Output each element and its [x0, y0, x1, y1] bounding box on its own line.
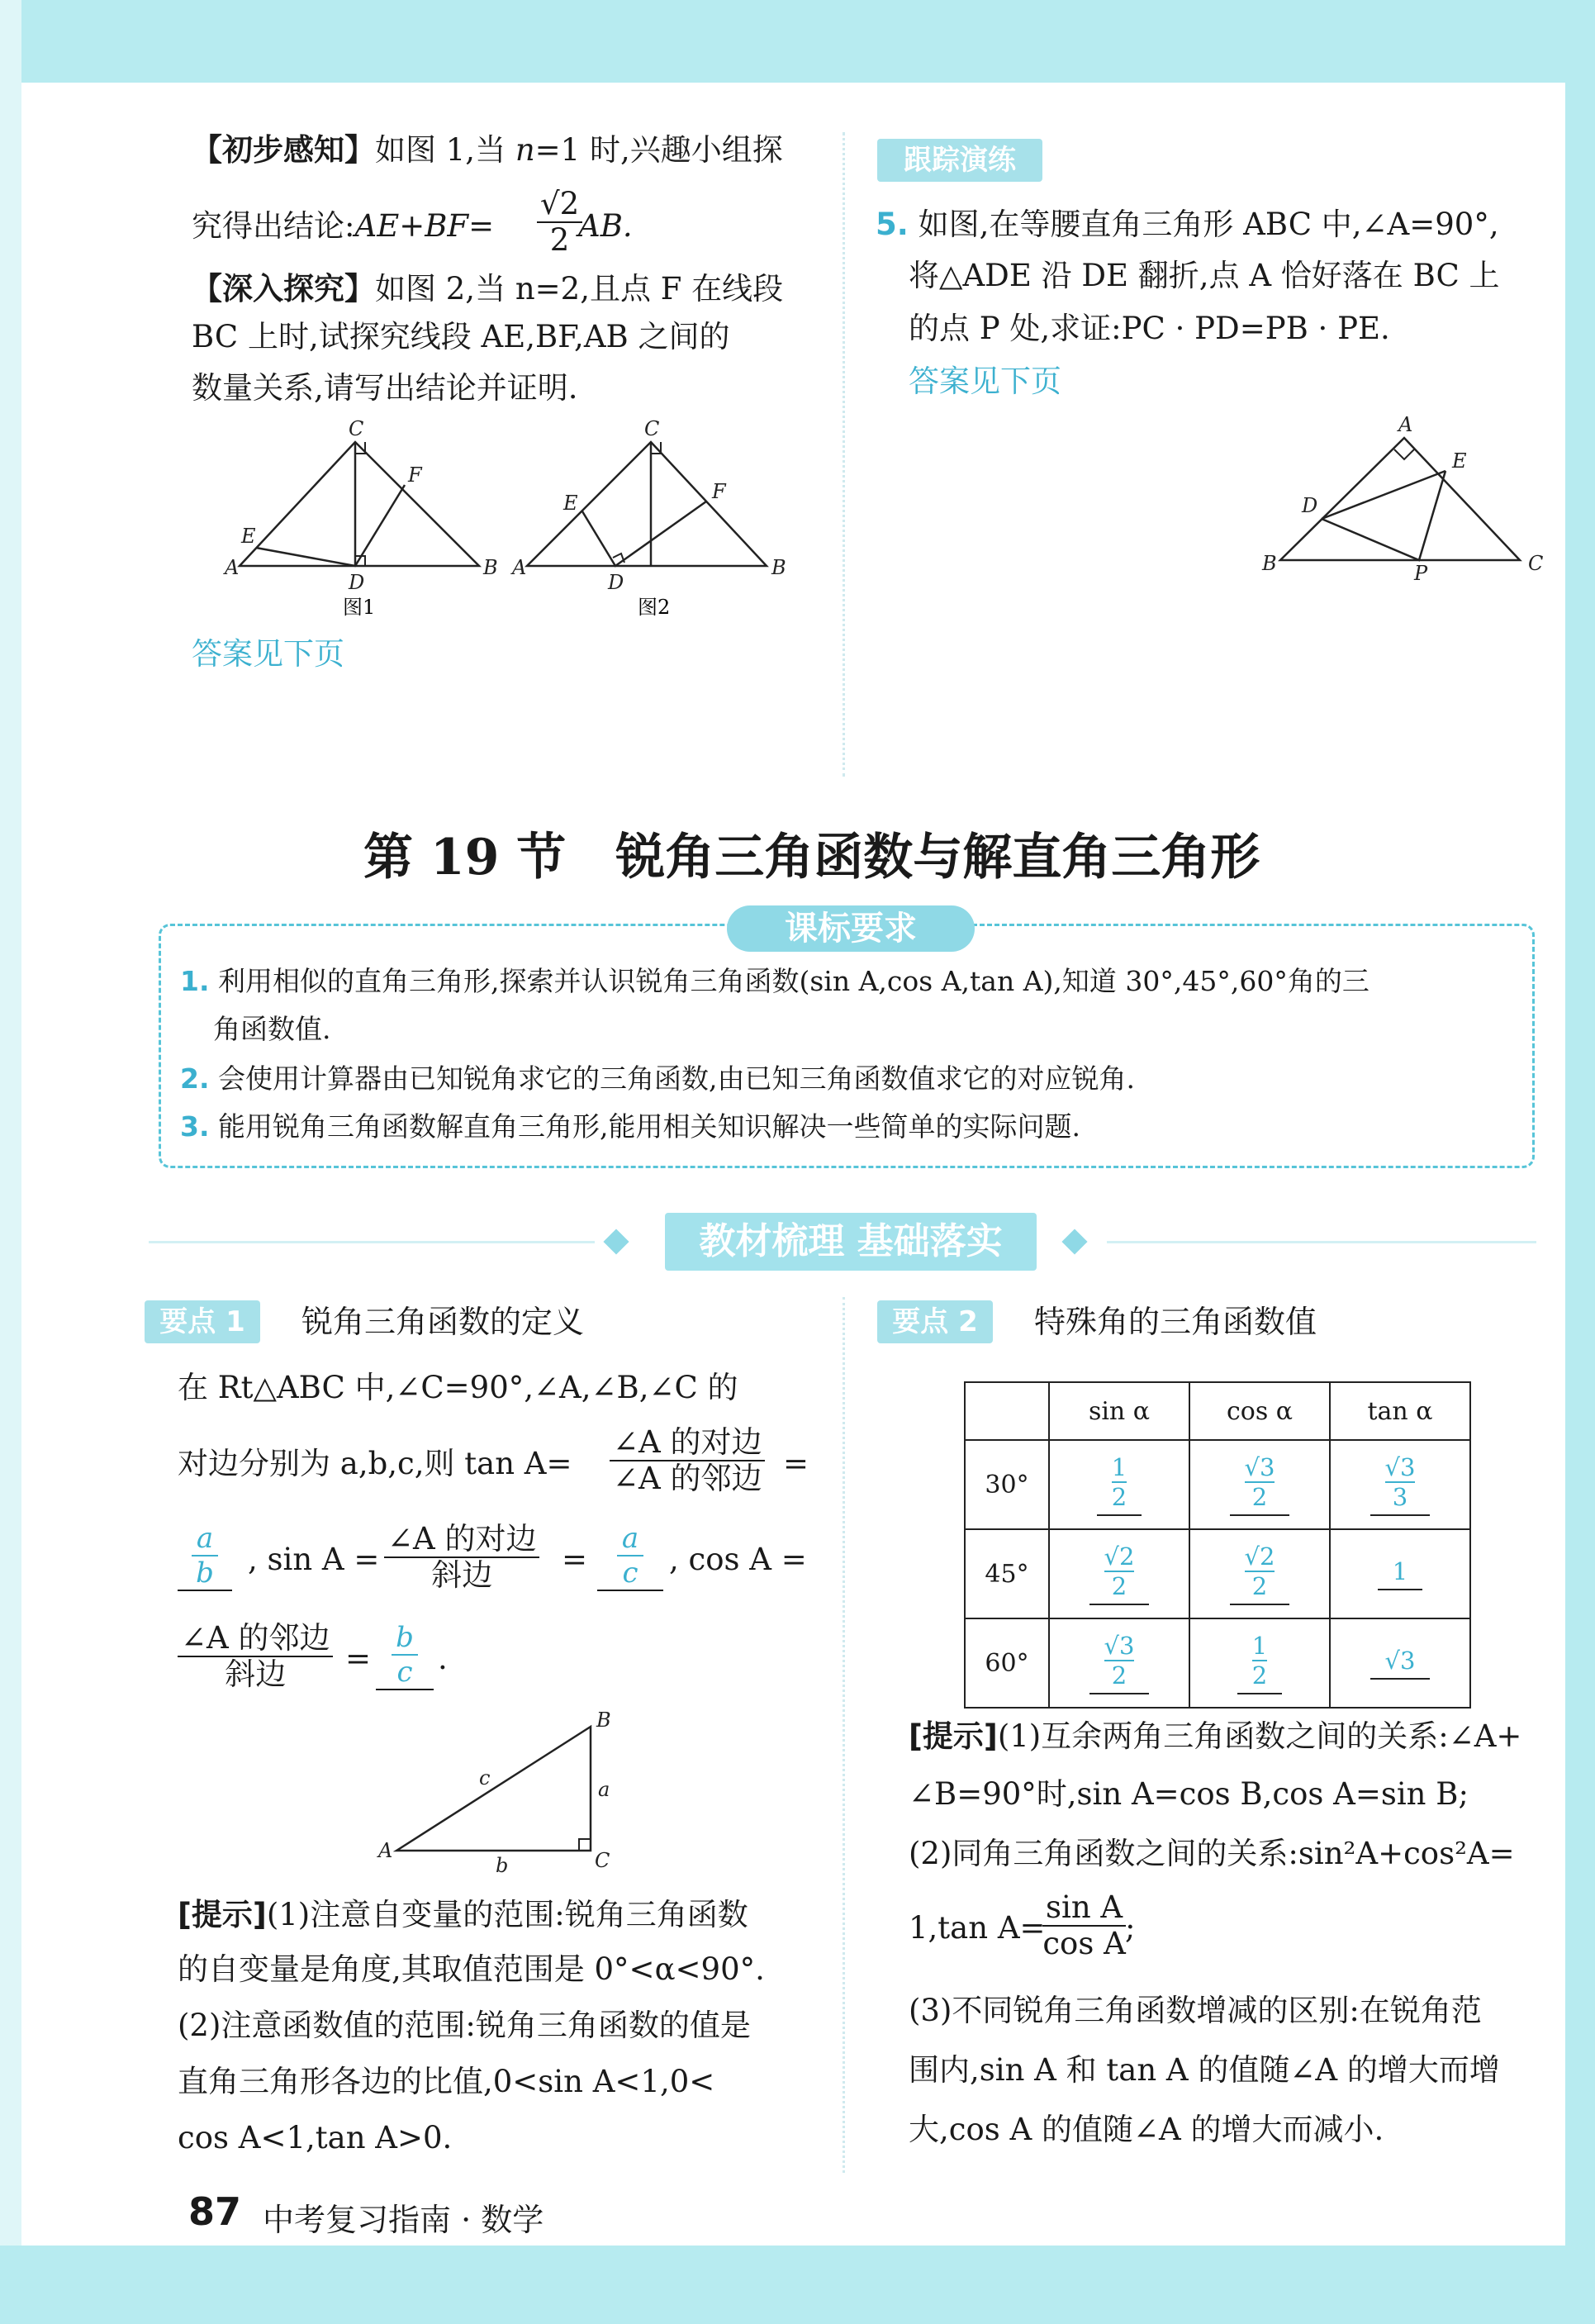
figures-1-2: [206, 417, 801, 628]
figure-exercise-5: [1247, 413, 1553, 587]
problem-line-2: 究得出结论:AE+BF=: [192, 208, 495, 244]
table-header-row: [965, 1382, 1470, 1440]
section-banner: 教材梳理 基础落实: [665, 1213, 1037, 1271]
column-divider-bottom: [843, 1297, 845, 2173]
page-number: 87: [188, 2189, 242, 2234]
fig1-label-e: E: [241, 525, 256, 548]
point1-hint-line-4: 直角三角形各边的比值,0<sin A<1,0<: [178, 2064, 715, 2099]
requirement-item-2: 2. 会使用计算器由已知锐角求它的三角函数,由已知三角函数值求它的对应锐角.: [180, 1062, 1135, 1095]
point2-title: 特殊角的三角函数值: [1034, 1304, 1317, 1340]
point2-hint-line-4-end: ;: [1125, 1910, 1136, 1946]
cos-45: $\frac{√2}{2}$: [1189, 1529, 1330, 1618]
sqrt2-over-2-fraction: $\frac{√2}{2}$: [537, 187, 582, 258]
cos-equals: =: [345, 1641, 372, 1676]
page-frame-bottom: [0, 2246, 1595, 2324]
tan-45: 1: [1330, 1529, 1470, 1618]
tri-label-b-vertex: B: [596, 1709, 611, 1732]
sin-60: $\frac{√3}{2}$: [1049, 1618, 1189, 1708]
answer-blank-tan: a b: [178, 1522, 232, 1591]
table-row: [965, 1618, 1470, 1708]
page-frame-right: [1565, 0, 1595, 2324]
banner-diamond-left: [603, 1229, 629, 1254]
fig2-label-b: B: [771, 556, 786, 579]
fig1-label-d: D: [349, 571, 365, 594]
cos-60: $\frac{1}{2}$: [1189, 1618, 1330, 1708]
sin-45: $\frac{√2}{2}$: [1049, 1529, 1189, 1618]
table-corner: [965, 1382, 1049, 1440]
answer-link-right[interactable]: 答案见下页: [909, 364, 1061, 399]
fig2-label-a: A: [512, 556, 527, 579]
point1-line-2: 对边分别为 a,b,c,则 tan A=: [178, 1446, 572, 1481]
point1-hint-line-5: cos A<1,tan A>0.: [178, 2120, 453, 2155]
page-frame-top: [0, 0, 1595, 83]
section-title: 第 19 节 锐角三角函数与解直角三角形: [363, 829, 1260, 886]
point2-hint-line-3: (2)同角三角函数之间的关系:sin²A+cos²A=: [909, 1836, 1515, 1871]
problem-line-4: BC 上时,试探究线段 AE,BF,AB 之间的: [192, 319, 730, 354]
cos-label: , cos A =: [669, 1542, 807, 1577]
ex5-label-b: B: [1262, 552, 1277, 575]
cos-30: $\frac{√3}{2}$: [1189, 1440, 1330, 1529]
table-row: [965, 1440, 1470, 1529]
tan-identity-fraction: $\frac{\text{sin A}}{\text{cos A}}$: [1042, 1889, 1126, 1961]
tri-label-b-side: b: [496, 1854, 509, 1875]
requirements-tag: 课标要求: [727, 905, 975, 952]
column-divider-top: [843, 132, 845, 777]
ex5-label-p: P: [1414, 562, 1428, 585]
fig2-label-c: C: [644, 417, 660, 440]
figure-1-labels: [223, 417, 498, 594]
point2-hint-line-1: [提示](1)互余两角三角函数之间的关系:∠A+: [909, 1718, 1522, 1754]
fig1-label-c: C: [349, 417, 364, 440]
fig1-caption: 图1: [343, 596, 376, 619]
ex5-label-e: E: [1452, 449, 1467, 473]
problem-line-2-end: AB.: [578, 208, 633, 244]
answer-link-left[interactable]: 答案见下页: [192, 636, 344, 672]
angle-30: 30°: [965, 1440, 1049, 1529]
exercise-line-1: 5. 如图,在等腰直角三角形 ABC 中,∠A=90°,: [876, 207, 1499, 242]
point1-line-1: 在 Rt△ABC 中,∠C=90°,∠A,∠B,∠C 的: [178, 1370, 738, 1405]
tag-point-2: 要点 2: [877, 1300, 993, 1343]
tag-deep-exploration: 【深入探究】: [192, 271, 375, 307]
point1-hint-line-3: (2)注意函数值的范围:锐角三角函数的值是: [178, 2008, 751, 2043]
banner-line-left: [149, 1241, 595, 1243]
tan-30: $\frac{√3}{3}$: [1330, 1440, 1470, 1529]
answer-blank-cos: b c: [376, 1621, 434, 1690]
header-tan: tan α: [1330, 1382, 1470, 1440]
header-sin: sin α: [1049, 1382, 1189, 1440]
point1-title: 锐角三角函数的定义: [301, 1304, 585, 1340]
point2-hint-line-6: 围内,sin A 和 tan A 的值随∠A 的增大而增: [909, 2052, 1500, 2088]
tag-follow-practice: 跟踪演练: [877, 139, 1042, 182]
page-frame-left: [0, 0, 21, 2324]
point2-hint-line-2: ∠B=90°时,sin A=cos B,cos A=sin B;: [909, 1776, 1469, 1812]
fig1-label-a: A: [225, 556, 240, 579]
problem-line-3: 【深入探究】如图 2,当 n=2,且点 F 在线段: [192, 271, 784, 307]
book-title: 中考复习指南 · 数学: [263, 2202, 544, 2238]
banner-diamond-right: [1061, 1229, 1087, 1254]
right-triangle-figure: [372, 1702, 636, 1875]
fig2-label-d: D: [608, 571, 624, 594]
problem-line-1: 【初步感知】如图 1,当 n=1 时,兴趣小组探: [192, 132, 783, 168]
point2-hint-line-4: 1,tan A=: [909, 1910, 1046, 1946]
header-cos: cos α: [1189, 1382, 1330, 1440]
fig1-label-b: B: [483, 556, 498, 579]
answer-blank-sin: a c: [597, 1522, 663, 1591]
sin-equals: =: [562, 1542, 588, 1577]
tri-label-c-vertex: C: [595, 1849, 610, 1872]
special-angle-table: [964, 1381, 1471, 1709]
cos-definition-fraction: ∠A 的邻边 斜边: [178, 1621, 333, 1692]
point2-hint-line-5: (3)不同锐角三角函数增减的区别:在锐角范: [909, 1993, 1482, 2028]
tan-definition-fraction: ∠A 的对边 ∠A 的邻边: [610, 1425, 765, 1496]
cos-period: .: [438, 1641, 448, 1676]
requirement-item-1-cont: 角函数值.: [213, 1013, 331, 1045]
tag-initial-perception: 【初步感知】: [192, 132, 375, 168]
sin-30: $\frac{1}{2}$: [1049, 1440, 1189, 1529]
point2-hint-line-7: 大,cos A 的值随∠A 的增大而减小.: [909, 2112, 1384, 2147]
problem-line-5: 数量关系,请写出结论并证明.: [192, 370, 578, 406]
tri-label-c-side: c: [479, 1766, 491, 1789]
tan-equals: =: [783, 1446, 809, 1481]
fig1-label-f: F: [408, 463, 422, 487]
tan-60: √3: [1330, 1618, 1470, 1708]
point1-hint-line-1: [提示](1)注意自变量的范围:锐角三角函数: [178, 1897, 748, 1932]
tri-label-a-vertex: A: [378, 1839, 393, 1862]
requirement-item-3: 3. 能用锐角三角函数解直角三角形,能用相关知识解决一些简单的实际问题.: [180, 1110, 1080, 1143]
ex5-label-a: A: [1398, 413, 1413, 436]
fig2-caption: 图2: [638, 596, 671, 619]
sin-label: , sin A =: [248, 1542, 380, 1577]
fig2-label-e: E: [563, 492, 578, 515]
ex5-label-c: C: [1528, 552, 1544, 575]
tri-label-a-side: a: [598, 1778, 610, 1801]
exercise-line-3: 的点 P 处,求证:PC · PD=PB · PE.: [909, 311, 1390, 346]
sin-definition-fraction: ∠A 的对边 斜边: [384, 1522, 539, 1593]
exercise-line-2: 将△ADE 沿 DE 翻折,点 A 恰好落在 BC 上: [909, 258, 1500, 293]
requirement-item-1: 1. 利用相似的直角三角形,探索并认识锐角三角函数(sin A,cos A,tan A),知道 30°,45°,60°角的三: [180, 965, 1370, 997]
banner-line-right: [1107, 1241, 1536, 1243]
point1-hint-line-2: 的自变量是角度,其取值范围是 0°<α<90°.: [178, 1951, 765, 1987]
fig2-label-f: F: [712, 480, 726, 503]
table-row: [965, 1529, 1470, 1618]
ex5-label-d: D: [1302, 494, 1318, 517]
figure-1: [240, 442, 479, 566]
tag-point-1: 要点 1: [145, 1300, 260, 1343]
angle-60: 60°: [965, 1618, 1049, 1708]
angle-45: 45°: [965, 1529, 1049, 1618]
